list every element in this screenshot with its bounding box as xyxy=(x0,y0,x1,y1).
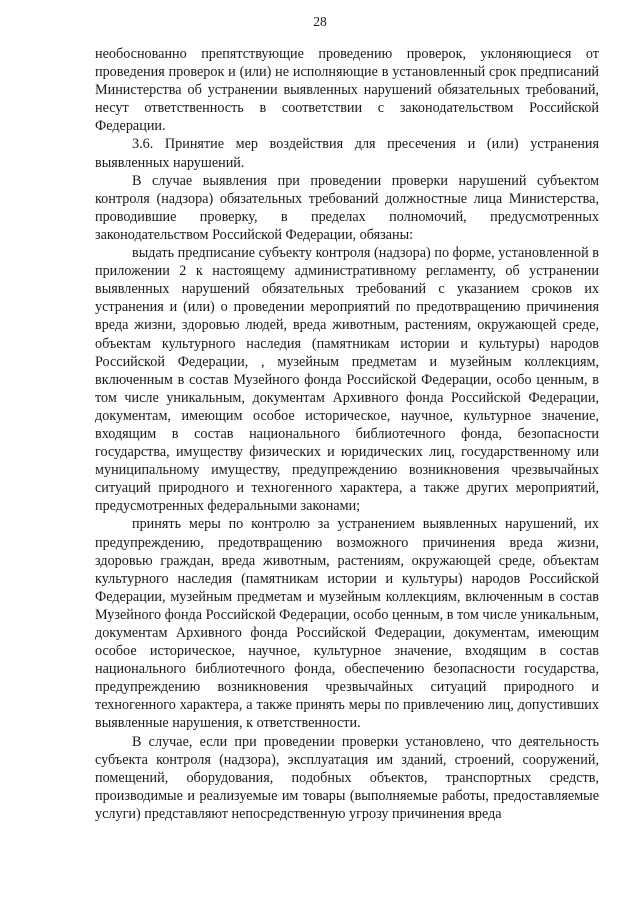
body-text xyxy=(95,45,599,823)
page-number: 28 xyxy=(313,14,327,29)
paragraph-take-measures: принять меры по контролю за устранением выявленных нарушений, их предупреждению, предотвращению возможного причинения вреда жизни, здоровью граждан, вреда животным, растениям, окружающей среде, объектам культурного наследия (памятникам истории и культуры) народов Российской Федерации, музейным предметам и музейным коллекциям, включенным в состав Музейного фонда Российской Федерации, особо ценным, в том числе уникальным, документам Архивного фонда Российской Федерации, документам, имеющим особое историческое, научное, культурное значение, входящим в состав национального библиотечного фонда, обеспечению безопасности государства, предупреждению возникновения чрезвычайных ситуаций природного и техногенного характера, а также принять меры по привлечению лиц, допустивших выявленные нарушения, к ответственности. xyxy=(95,516,599,732)
paragraph-direct-threat: В случае, если при проведении проверки установлено, что деятельность субъекта контроля (надзора), эксплуатация им зданий, строений, сооружений, помещений, оборудования, подобных объектов, транспортных средств, производимые и реализуемые им товары (выполняемые работы, предоставляемые услуги) представляют непосредственную угрозу причинения вреда xyxy=(95,733,599,822)
paragraph-section-3-6-heading: 3.6. Принятие мер воздействия для пресечения и (или) устранения выявленных нарушений. xyxy=(95,136,599,171)
paragraph-obligations-intro: В случае выявления при проведении проверки нарушений субъектом контроля (надзора) обязательных требований должностные лица Министерства, проводившие проверку, в пределах полномочий, предусмотренных законодательством Российской Федерации, обязаны: xyxy=(95,172,599,243)
paragraph-liability-continuation: необоснованно препятствующие проведению проверок, уклоняющиеся от проведения проверок и (или) не исполняющие в установленный срок предписаний Министерства об устранении выявленных нарушений обязательных требований, несут ответственность в соответствии с законодательством Российской Федерации. xyxy=(95,46,599,135)
paragraph-issue-order: выдать предписание субъекту контроля (надзора) по форме, установленной в приложении 2 к настоящему административному регламенту, об устранении выявленных нарушений обязательных требований с указанием сроков их устранения и (или) о проведении мероприятий по предотвращению причинения вреда жизни, здоровью людей, вреда животным, растениям, окружающей среде, объектам культурного наследия (памятникам истории и культуры) народов Российской Федерации, , музейным предметам и музейным коллекциям, включенным в состав Музейного фонда Российской Федерации, особо ценным, в том числе уникальным, документам Архивного фонда Российской Федерации, документам, имеющим особое историческое, научное, культурное значение, входящим в состав национального библиотечного фонда, безопасности государства, имуществу физических и юридических лиц, государственному или муниципальному имуществу, предупреждению возникновения чрезвычайных ситуаций природного и техногенного характера, а также других мероприятий, предусмотренных федеральными законами; xyxy=(95,245,599,515)
